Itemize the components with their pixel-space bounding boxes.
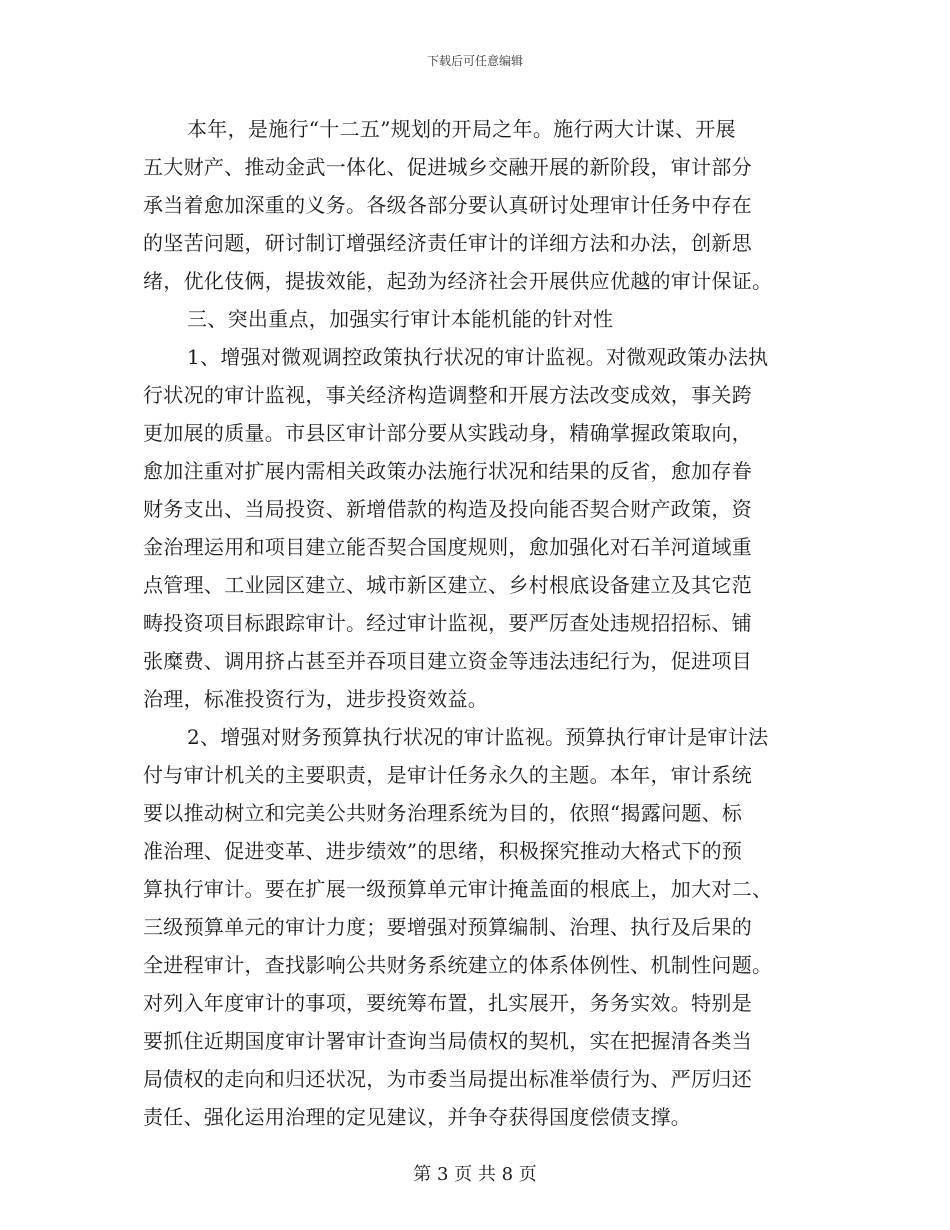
paragraph-line: 局债权的走向和归还状况，为市委当局提出标准举债行为、严厉归还 <box>143 1067 752 1091</box>
paragraph-line: 点管理、工业园区建立、城市新区建立、乡村根底设备建立及其它范 <box>143 573 752 597</box>
paragraph-line: 行状况的审计监视，事关经济构造调整和开展方法改变成效，事关跨 <box>143 383 752 407</box>
paragraph-line: 的坚苦问题，研讨制订增强经济责任审计的详细方法和办法，创新思 <box>143 231 752 255</box>
paragraph-line: 金治理运用和项目建立能否契合国度规则，愈加强化对石羊河道域重 <box>143 535 752 559</box>
page-number-footer: 第 3 页 共 8 页 <box>413 1164 537 1185</box>
paragraph-line: 财务支出、当局投资、新增借款的构造及投向能否契合财产政策，资 <box>143 497 752 521</box>
paragraph-line: 2、增强对财务预算执行状况的审计监视。预算执行审计是审计法 <box>187 725 769 749</box>
paragraph-line: 算执行审计。要在扩展一级预算单元审计掩盖面的根底上，加大对二、 <box>143 877 773 901</box>
paragraph-line: 付与审计机关的主要职责，是审计任务永久的主题。本年，审计系统 <box>143 763 752 787</box>
paragraph-line: 全进程审计，查找影响公共财务系统建立的体系体例性、机制性问题。 <box>143 953 773 977</box>
document-body <box>143 110 807 1136</box>
paragraph-line: 畴投资项目标跟踪审计。经过审计监视，要严厉查处违规招招标、铺 <box>143 611 752 635</box>
paragraph-line: 要以推动树立和完美公共财务治理系统为目的，依照“揭露问题、标 <box>143 801 743 825</box>
paragraph-line: 张糜费、调用挤占甚至并吞项目建立资金等违法违纪行为，促进项目 <box>143 649 752 673</box>
paragraph-line: 绪，优化伎俩，提拔效能，起劲为经济社会开展供应优越的审计保证。 <box>143 269 773 293</box>
paragraph-line: 更加展的质量。市县区审计部分要从实践动身，精确掌握政策取向， <box>143 421 752 445</box>
paragraph-line: 三级预算单元的审计力度；要增强对预算编制、治理、执行及后果的 <box>143 915 752 939</box>
paragraph-line: 五大财产、推动金武一体化、促进城乡交融开展的新阶段，审计部分 <box>143 155 752 179</box>
paragraph-line: 准治理、促进变革、进步绩效”的思绪，积极探究推动大格式下的预 <box>143 839 743 863</box>
paragraph-line: 1、增强对微观调控政策执行状况的审计监视。对微观政策办法执 <box>187 345 769 369</box>
page-header: 下载后可任意编辑 <box>426 54 523 68</box>
paragraph-line: 要抓住近期国度审计署审计查询当局债权的契机，实在把握清各类当 <box>143 1029 752 1053</box>
paragraph-line: 治理，标准投资行为，进步投资效益。 <box>143 687 489 711</box>
paragraph-line: 承当着愈加深重的义务。各级各部分要认真研讨处理审计任务中存在 <box>143 193 752 217</box>
paragraph-line: 愈加注重对扩展内需相关政策办法施行状况和结果的反省，愈加存眷 <box>143 459 752 483</box>
paragraph-line: 对列入年度审计的事项，要统筹布置，扎实展开，务务实效。特别是 <box>143 991 752 1015</box>
paragraph-line: 责任、强化运用治理的定见建议，并争夺获得国度偿债支撑。 <box>143 1105 692 1129</box>
paragraph-line: 本年，是施行“十二五”规划的开局之年。施行两大计谋、开展 <box>187 117 736 141</box>
section-heading: 三、突出重点，加强实行审计本能机能的针对性 <box>187 307 614 331</box>
